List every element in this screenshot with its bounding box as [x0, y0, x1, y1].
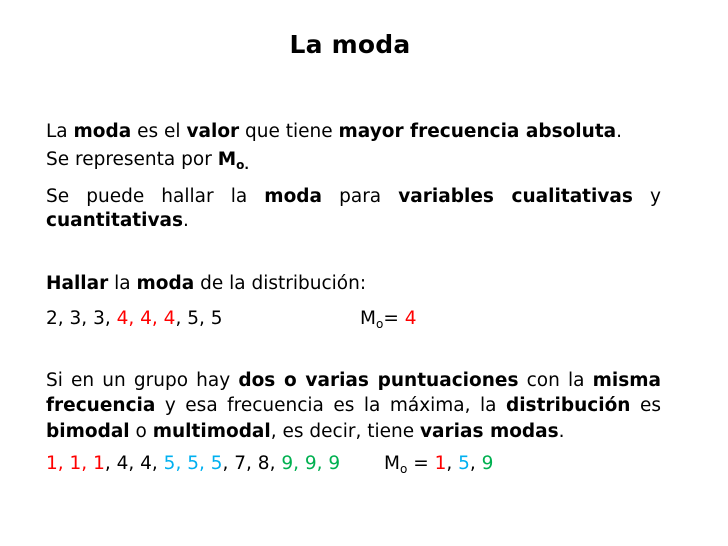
- mode-subscript: o: [375, 317, 384, 331]
- separator: ,: [446, 453, 459, 474]
- text: y esa frecuencia es la máxima, la: [155, 395, 506, 416]
- mode-symbol: M: [360, 308, 376, 329]
- term-bimodal: bimodal: [46, 421, 130, 442]
- distribution-values: , 5, 5: [175, 308, 223, 329]
- exercise-result: [360, 307, 480, 331]
- term-variables-cualitativas: variables cualitativas: [398, 186, 633, 207]
- series-values: , 7, 8,: [222, 453, 282, 474]
- text: y: [632, 186, 661, 207]
- distribution-mode-values: 4, 4, 4: [116, 308, 176, 329]
- term-valor: valor: [186, 121, 240, 142]
- definition-line-1: [46, 120, 661, 144]
- term-moda: moda: [136, 273, 195, 294]
- term-dos-o-varias: dos o varias puntuaciones: [238, 370, 519, 391]
- term-varias-modas: varias modas: [420, 421, 559, 442]
- text: es: [630, 395, 661, 416]
- mode-value-1: 1: [434, 453, 447, 474]
- term-cuantitativas: cuantitativas: [46, 210, 184, 231]
- text: Se representa por: [46, 149, 218, 170]
- multimodal-line-1: [46, 369, 661, 393]
- definition-line-3: [46, 185, 661, 209]
- mode-subscript: o.: [236, 158, 249, 172]
- term-frecuencia: frecuencia: [46, 395, 156, 416]
- series-group-nines: 9, 9, 9: [281, 453, 341, 474]
- term-misma: misma: [592, 370, 661, 391]
- text: Si en un grupo hay: [46, 370, 239, 391]
- text: de la distribución:: [194, 273, 367, 294]
- text: es el: [131, 121, 187, 142]
- multimodal-line-3: [46, 420, 661, 444]
- mode-value-9: 9: [481, 453, 494, 474]
- separator: ,: [469, 453, 482, 474]
- mode-subscript: o: [399, 462, 408, 476]
- equals: =: [383, 308, 405, 329]
- exercise-distribution: [46, 307, 661, 331]
- multimodal-result: [384, 452, 544, 476]
- multimodal-line-2: [46, 394, 661, 418]
- text: .: [558, 421, 565, 442]
- equals: =: [407, 453, 435, 474]
- mode-symbol: M: [384, 453, 400, 474]
- definition-line-4: [46, 209, 661, 233]
- term-mayor-frecuencia: mayor frecuencia absoluta: [338, 121, 617, 142]
- text: para: [322, 186, 399, 207]
- mode-value: 4: [404, 308, 417, 329]
- text: que tiene: [239, 121, 339, 142]
- distribution-values: 2, 3, 3,: [46, 308, 117, 329]
- text: .: [616, 121, 623, 142]
- series-values: , 4, 4,: [104, 453, 164, 474]
- text: o: [129, 421, 153, 442]
- mode-value-5: 5: [458, 453, 470, 474]
- text: con la: [518, 370, 593, 391]
- term-moda: moda: [73, 121, 132, 142]
- text: .: [183, 210, 189, 231]
- exercise-prompt: [46, 272, 661, 296]
- slide-title: La moda: [289, 30, 411, 59]
- series-group-fives: 5, 5, 5: [163, 453, 223, 474]
- term-multimodal: multimodal: [152, 421, 271, 442]
- term-moda: moda: [264, 186, 323, 207]
- term-hallar: Hallar: [46, 273, 109, 294]
- text: la: [108, 273, 137, 294]
- text: , es decir, tiene: [270, 421, 420, 442]
- multimodal-series: [46, 452, 661, 476]
- text: La: [46, 121, 74, 142]
- series-group-ones: 1, 1, 1: [46, 453, 105, 474]
- mode-symbol: M: [217, 149, 237, 170]
- term-distribucion: distribución: [505, 395, 631, 416]
- definition-line-2: [46, 148, 661, 172]
- text: Se puede hallar la: [46, 186, 265, 207]
